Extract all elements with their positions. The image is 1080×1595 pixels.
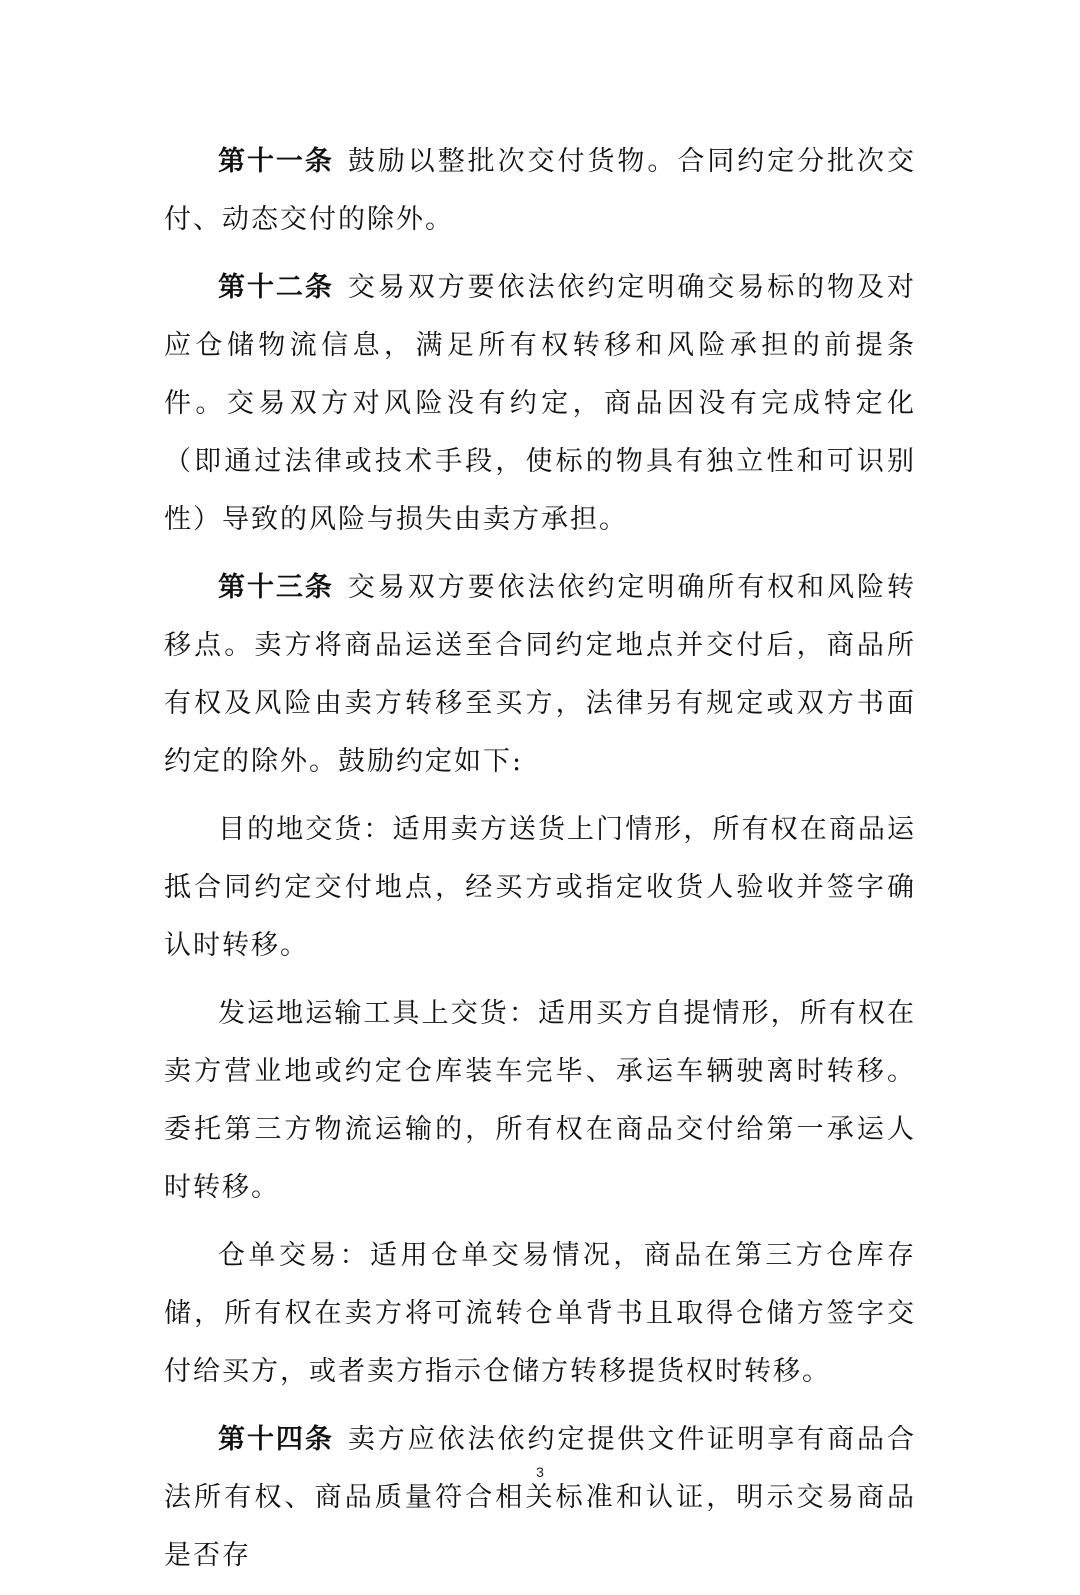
article-13-text: 交易双方要依法依约定明确所有权和风险转移点。卖方将商品运送至合同约定地点并交付后，商品所有权及风险由卖方转移至买方，法律另有规定或双方书面约定的除外。鼓励约定如下: [164,572,917,777]
warehouse-receipt-paragraph [164,1227,916,1401]
article-14-paragraph [164,1411,916,1585]
article-14-text: 卖方应依法依约定提供文件证明享有商品合法所有权、商品质量符合相关标准和认证，明示交易商品是否存 [164,1424,917,1571]
article-12-text: 交易双方要依法依约定明确交易标的物及对应仓储物流信息，满足所有权转移和风险承担的前提条件。交易双方对风险没有约定，商品因没有完成特定化（即通过法律或技术手段，使标的物具有独立性和可识别性）导致的风险与损失由卖方承担。 [164,272,917,535]
shipping-point-delivery-text: 发运地运输工具上交货：适用买方自提情形，所有权在卖方营业地或约定仓库装车完毕、承运车辆驶离时转移。委托第三方物流运输的，所有权在商品交付给第一承运人时转移。 [164,998,916,1203]
warehouse-receipt-text: 仓单交易：适用仓单交易情况，商品在第三方仓库存储，所有权在卖方将可流转仓单背书且取得仓储方签字交付给买方，或者卖方指示仓储方转移提货权时转移。 [164,1240,916,1387]
article-13-paragraph [164,559,916,791]
article-12-label: 第十二条 [218,272,334,303]
article-11-label: 第十一条 [218,146,334,177]
page-number: 3 [536,1464,544,1480]
shipping-point-delivery-paragraph [164,985,916,1217]
article-14-label: 第十四条 [218,1424,334,1455]
destination-delivery-text: 目的地交货：适用卖方送货上门情形，所有权在商品运抵合同约定交付地点，经买方或指定收货人验收并签字确认时转移。 [164,814,916,961]
destination-delivery-paragraph [164,801,916,975]
article-13-label: 第十三条 [218,572,334,603]
article-11-paragraph [164,133,916,249]
document-body [164,133,916,1595]
article-11-text: 鼓励以整批次交付货物。合同约定分批次交付、动态交付的除外。 [164,146,917,235]
article-12-paragraph [164,259,916,549]
